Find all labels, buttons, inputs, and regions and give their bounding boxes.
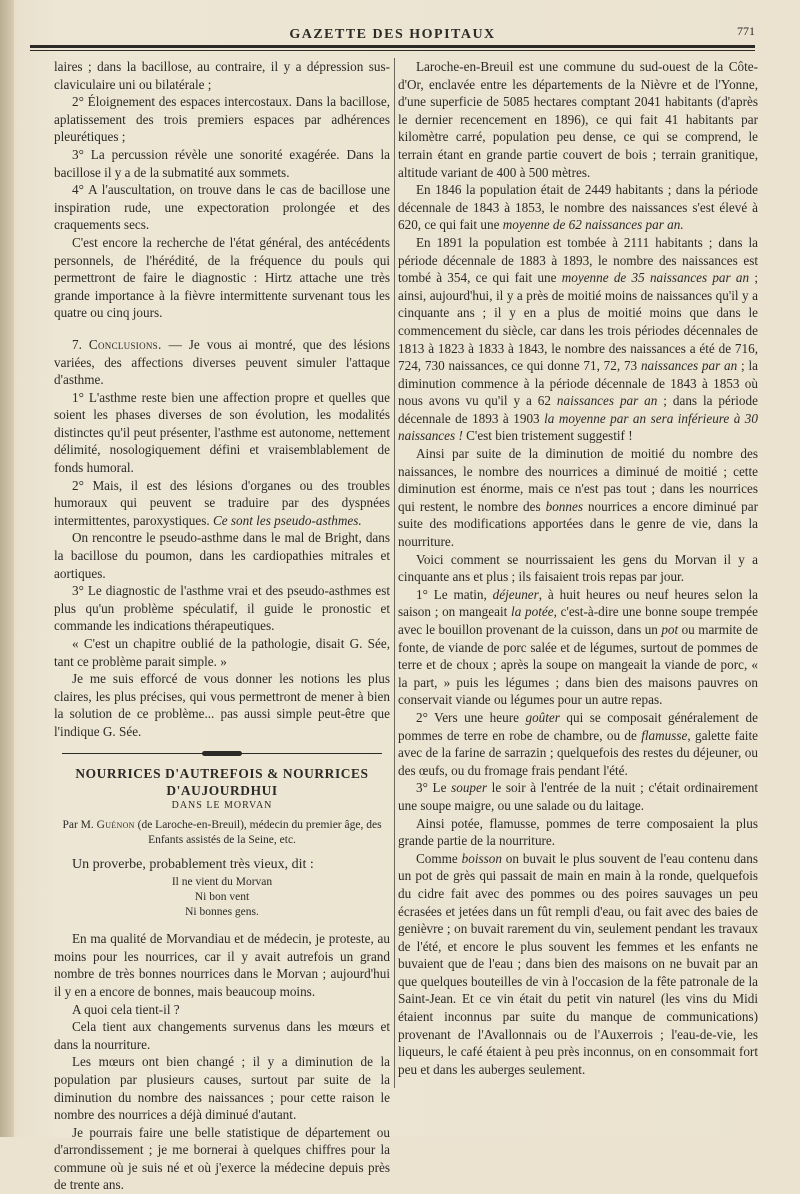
paragraph-text: , à huit heures ou neuf heures selon la saison ; on mangeait	[398, 586, 758, 620]
italic-text: souper	[451, 780, 487, 796]
paragraph-text: , galette faite avec de la farine de sarrazin ; quelquefois des restes du déjeuner, ou des œufs, ou du fromage frais pendant l'été.	[398, 727, 758, 778]
verse-line: Ni bonnes gens.	[185, 906, 259, 919]
column-divider	[394, 58, 395, 1088]
paragraph: Ainsi potée, flamusse, pommes de terre composaient la plus grande partie de la nourriture.	[398, 815, 758, 849]
italic-text: la moyenne par an sera inférieure à 30 naissances !	[398, 410, 758, 444]
page-binding-shadow	[0, 0, 14, 1137]
byline-affiliation: (de Laroche-en-Breuil), médecin du premier âge, des Enfants assistés de la Seine, etc.	[134, 818, 382, 846]
paragraph	[398, 779, 758, 814]
paragraph-text: ; la diminution commence à la période décennale de 1843 à 1853 où nous avons vu qu'il y a 62	[398, 358, 758, 409]
right-column	[398, 58, 758, 1078]
paragraph-text: le soir à l'entrée de la nuit ; c'était ordinairement une soupe maigre, ou une salade ou du laitage.	[398, 780, 758, 813]
paragraph: 3° Le diagnostic de l'asthme vrai et des pseudo-asthmes est plus qu'un problème spéculatif, il guide le pronostic et commande les indications thérapeutiques.	[54, 583, 390, 634]
paragraph-text: nourrices a encore diminué par suite des modifications apportées dans le genre de vie, dans la nourriture.	[398, 498, 758, 550]
paragraph	[398, 181, 758, 234]
paragraph-text: ; dans la période décennale de 1893 à 1903	[398, 393, 758, 426]
paragraph	[54, 477, 390, 530]
article-subtitle: DANS LE MORVAN	[171, 799, 273, 811]
journal-title: GAZETTE DES HOPITAUX	[289, 27, 496, 42]
paragraph-text: Ainsi par suite de la diminution de moitié du nombre des naissances, le nombre des nourrices a diminué de moitié ; cette diminution est énorme, mais ce n'est pas tout ; dans les nourrices qui restent, le nombre des	[398, 446, 758, 514]
section-heading: Conclusions.	[88, 336, 162, 352]
paragraph-text: C'est bien tristement suggestif !	[462, 428, 633, 444]
paragraph: 3° La percussion révèle une sonorité exagérée. Dans la bacillose il y a de la submatité aux sommets.	[54, 146, 390, 180]
paragraph-text: 1° Le matin,	[416, 586, 493, 602]
paragraph	[398, 586, 758, 709]
paragraph: Voici comment se nourrissaient les gens du Morvan il y a cinquante ans et plus ; ils faisaient trois repas par jour.	[398, 551, 758, 585]
italic-text: déjeuner	[492, 586, 539, 602]
paragraph-text: on buvait le plus souvent de l'eau contenu dans un pot de grès qui passait de main en main à la ronde, quelquefois du cidre fait avec des pommes ou des poires sauvages un peu écrasées et jetées dans un fût rempli d'eau, ou fait avec des baies de genièvre ; on buvait rarement du vin, seulement pendant les travaux de l'été, et encore le plus souvent les femmes et les enfants ne buvaient que de l'eau ; dans bien des maisons on ne buvait par an que quelques bouteilles de vin à l'occasion de la fête patronale de la Saint-Jean. Et ce vin était du petit vin naturel (les vins du Midi étaient inconnus par suite du manque de communications) provenant de l'Avallonnais ou de l'Auxerrois ; l'eau-de-vie, les liqueurs, le café étaient à peu près inconnus, on en consommait fort peu et dans les auberges seulement.	[398, 850, 758, 1077]
italic-text: bonnes	[545, 498, 583, 514]
paragraph-text: 3° Le	[416, 780, 452, 796]
ornamental-divider	[62, 751, 382, 757]
author-name: Guénon	[96, 818, 135, 831]
paragraph-text: En 1846 la population était de 2449 habitants ; dans la période décennale de 1843 à 1853, le nombre des naissances s'est élevé à 620, ce qui fait une	[398, 182, 758, 233]
paragraph-text: ou marmite de fonte, de viande de porc salée et de légumes, surtout de pommes de terre et de choux ; après la soupe on mangeait la viande de porc, « la part, » puis les légumes ; dans bien des maisons pauvres on conservait viande ou légumes pour un autre repas.	[398, 622, 759, 708]
paragraph: Les mœurs ont bien changé ; il y a diminution de la population par plusieurs causes, surtout par suite de la diminution du nombre des naissances ; pour cette raison le nombre des nourrices a déjà diminué d'autant.	[54, 1054, 390, 1123]
italic-text: moyenne de 62 naissances par an.	[502, 217, 684, 233]
section-number: 7.	[72, 336, 82, 352]
italic-text: la potée	[511, 604, 554, 620]
paragraph: C'est encore la recherche de l'état général, des antécédents personnels, de l'hérédité, de la fréquence du pouls qui permettront de faire le diagnostic : Hirtz attache une très grande importance à la fièvre intermittente survenant tous les quatre ou cinq jours.	[54, 234, 390, 321]
italic-text: pot	[661, 622, 679, 637]
header-rule-thick	[30, 45, 755, 48]
paragraph-text: ; ainsi, aujourd'hui, il y a près de moitié moins de naissances qu'il y a cinquante ans ; il y en a plus de moitié moins que dans le commencement du siècle, car dans les trois périodes décennales de 1813 à 1823 à 1833 à 1843, le nombre des naissances a été de 716, 724, 730 naissances, ce qui donne 71, 72, 73	[398, 270, 758, 374]
conclusions-paragraph	[54, 336, 390, 389]
paragraph	[398, 850, 758, 1079]
verse-line: Ni bon vent	[194, 891, 250, 904]
paragraph: 4° A l'auscultation, on trouve dans le cas de bacillose une inspiration rude, une expectoration prolongée et des craquements secs.	[54, 182, 390, 233]
paragraph-text: , c'est-à-dire une bonne soupe trempée avec le bouillon provenant de la cuisson, dans un	[398, 604, 758, 637]
paragraph: On rencontre le pseudo-asthme dans le mal de Bright, dans la bacillose du poumon, dans les cardiopathies mitrales et aortiques.	[54, 530, 390, 581]
italic-text: naissances par an	[640, 358, 738, 374]
paragraph-text: qui se composait généralement de pommes de terre en robe de chambre, ou de	[398, 709, 758, 743]
italic-text: Ce sont les pseudo-asthmes.	[209, 512, 362, 528]
paragraph-text: En 1891 la population est tombée à 2111 habitants ; dans la période décennale de 1883 à 1893, le nombre des naissances est tombé à 354, ce qui fait une	[398, 234, 758, 286]
italic-text: naissances par an	[556, 393, 658, 409]
paragraph: 1° L'asthme reste bien une affection propre et quelles que soient les phases diverses de son évolution, les modalités distinctes qu'il peut présenter, l'asthme est autonome, nettement délimité, nosologiquement défini et vraisemblablement de fonds humoral.	[54, 389, 390, 476]
paragraph: A quoi cela tient-il ?	[72, 1001, 180, 1017]
paragraph: En ma qualité de Morvandiau et de médecin, je proteste, au moins pour les nourrices, car il y avait autrefois un grand nombre de très bonnes nourrices dans le Morvan ; aujourd'hui il y en a encore de bonnes, mais beaucoup moins.	[54, 931, 390, 999]
italic-text: moyenne de 35 naissances par an	[561, 270, 750, 286]
spacer	[54, 322, 390, 336]
paragraph	[398, 234, 758, 445]
italic-text: flamusse	[641, 727, 688, 743]
italic-text: goûter	[525, 709, 560, 725]
paragraph: Un proverbe, probablement très vieux, dit :	[72, 856, 314, 872]
paragraph-text: 2° Mais, il est des lésions d'organes ou des troubles humoraux qui peuvent se traduire par des dyspnées intermittentes, paroxystiques.	[54, 477, 390, 528]
byline	[54, 818, 390, 848]
paragraph: Je pourrais faire une belle statistique de département ou d'arrondissement ; je me bornerai à quelques chiffres pour la commune où je suis né et où j'exerce la médecine depuis près de trente ans.	[54, 1124, 390, 1193]
quote-paragraph: « C'est un chapitre oublié de la pathologie, disait G. Sée, tant ce problème parait simple. »	[54, 636, 390, 669]
left-column	[54, 58, 390, 1194]
verse-line: Il ne vient du Morvan	[171, 876, 273, 889]
paragraph-text: 2° Vers une heure	[416, 709, 526, 725]
article-title: NOURRICES D'AUTREFOIS & NOURRICES D'AUJOURDHUI	[75, 765, 369, 798]
paragraph	[398, 445, 758, 551]
paragraph	[398, 709, 758, 779]
page-header	[30, 20, 755, 46]
header-rule-thin	[30, 50, 755, 51]
paragraph-text: Comme	[416, 850, 462, 866]
byline-prefix: Par M.	[62, 818, 97, 831]
section-text: — Je vous ai montré, que des lésions variées, des affections diverses peuvent simuler l'attaque d'asthme.	[54, 336, 391, 388]
paragraph: Je me suis efforcé de vous donner les notions les plus claires, les plus précises, qui vous permettront de mener à bien la solution de ce problème... pas aussi simple peut-être que l'indique G. Sée.	[54, 671, 390, 739]
paragraph: Laroche-en-Breuil est une commune du sud-ouest de la Côte-d'Or, enclavée entre les départements de la Nièvre et de l'Yonne, d'une superficie de 5085 hectares comptant 2041 habitants (d'après le dernier recencement en 1896), ce qui fait 41 habitants par kilomètre carré, population peu dense, ce qui se comprend, le terrain étant en grande partie couvert de bois ; terrain granitique, altitude variant de 400 à 500 mètres.	[398, 59, 758, 180]
paragraph: laires ; dans la bacillose, au contraire, il y a dépression sus-claviculaire uni ou bilatérale ;	[54, 59, 390, 92]
italic-text: boisson	[461, 850, 502, 866]
proverb-verse	[54, 875, 390, 920]
paragraph: Cela tient aux changements survenus dans les mœurs et dans la nourriture.	[54, 1019, 390, 1052]
page-number: 771	[737, 24, 755, 38]
paragraph: 2° Éloignement des espaces intercostaux. Dans la bacillose, aplatissement des trois premiers espaces par adhérences pleurétiques ;	[54, 94, 390, 145]
